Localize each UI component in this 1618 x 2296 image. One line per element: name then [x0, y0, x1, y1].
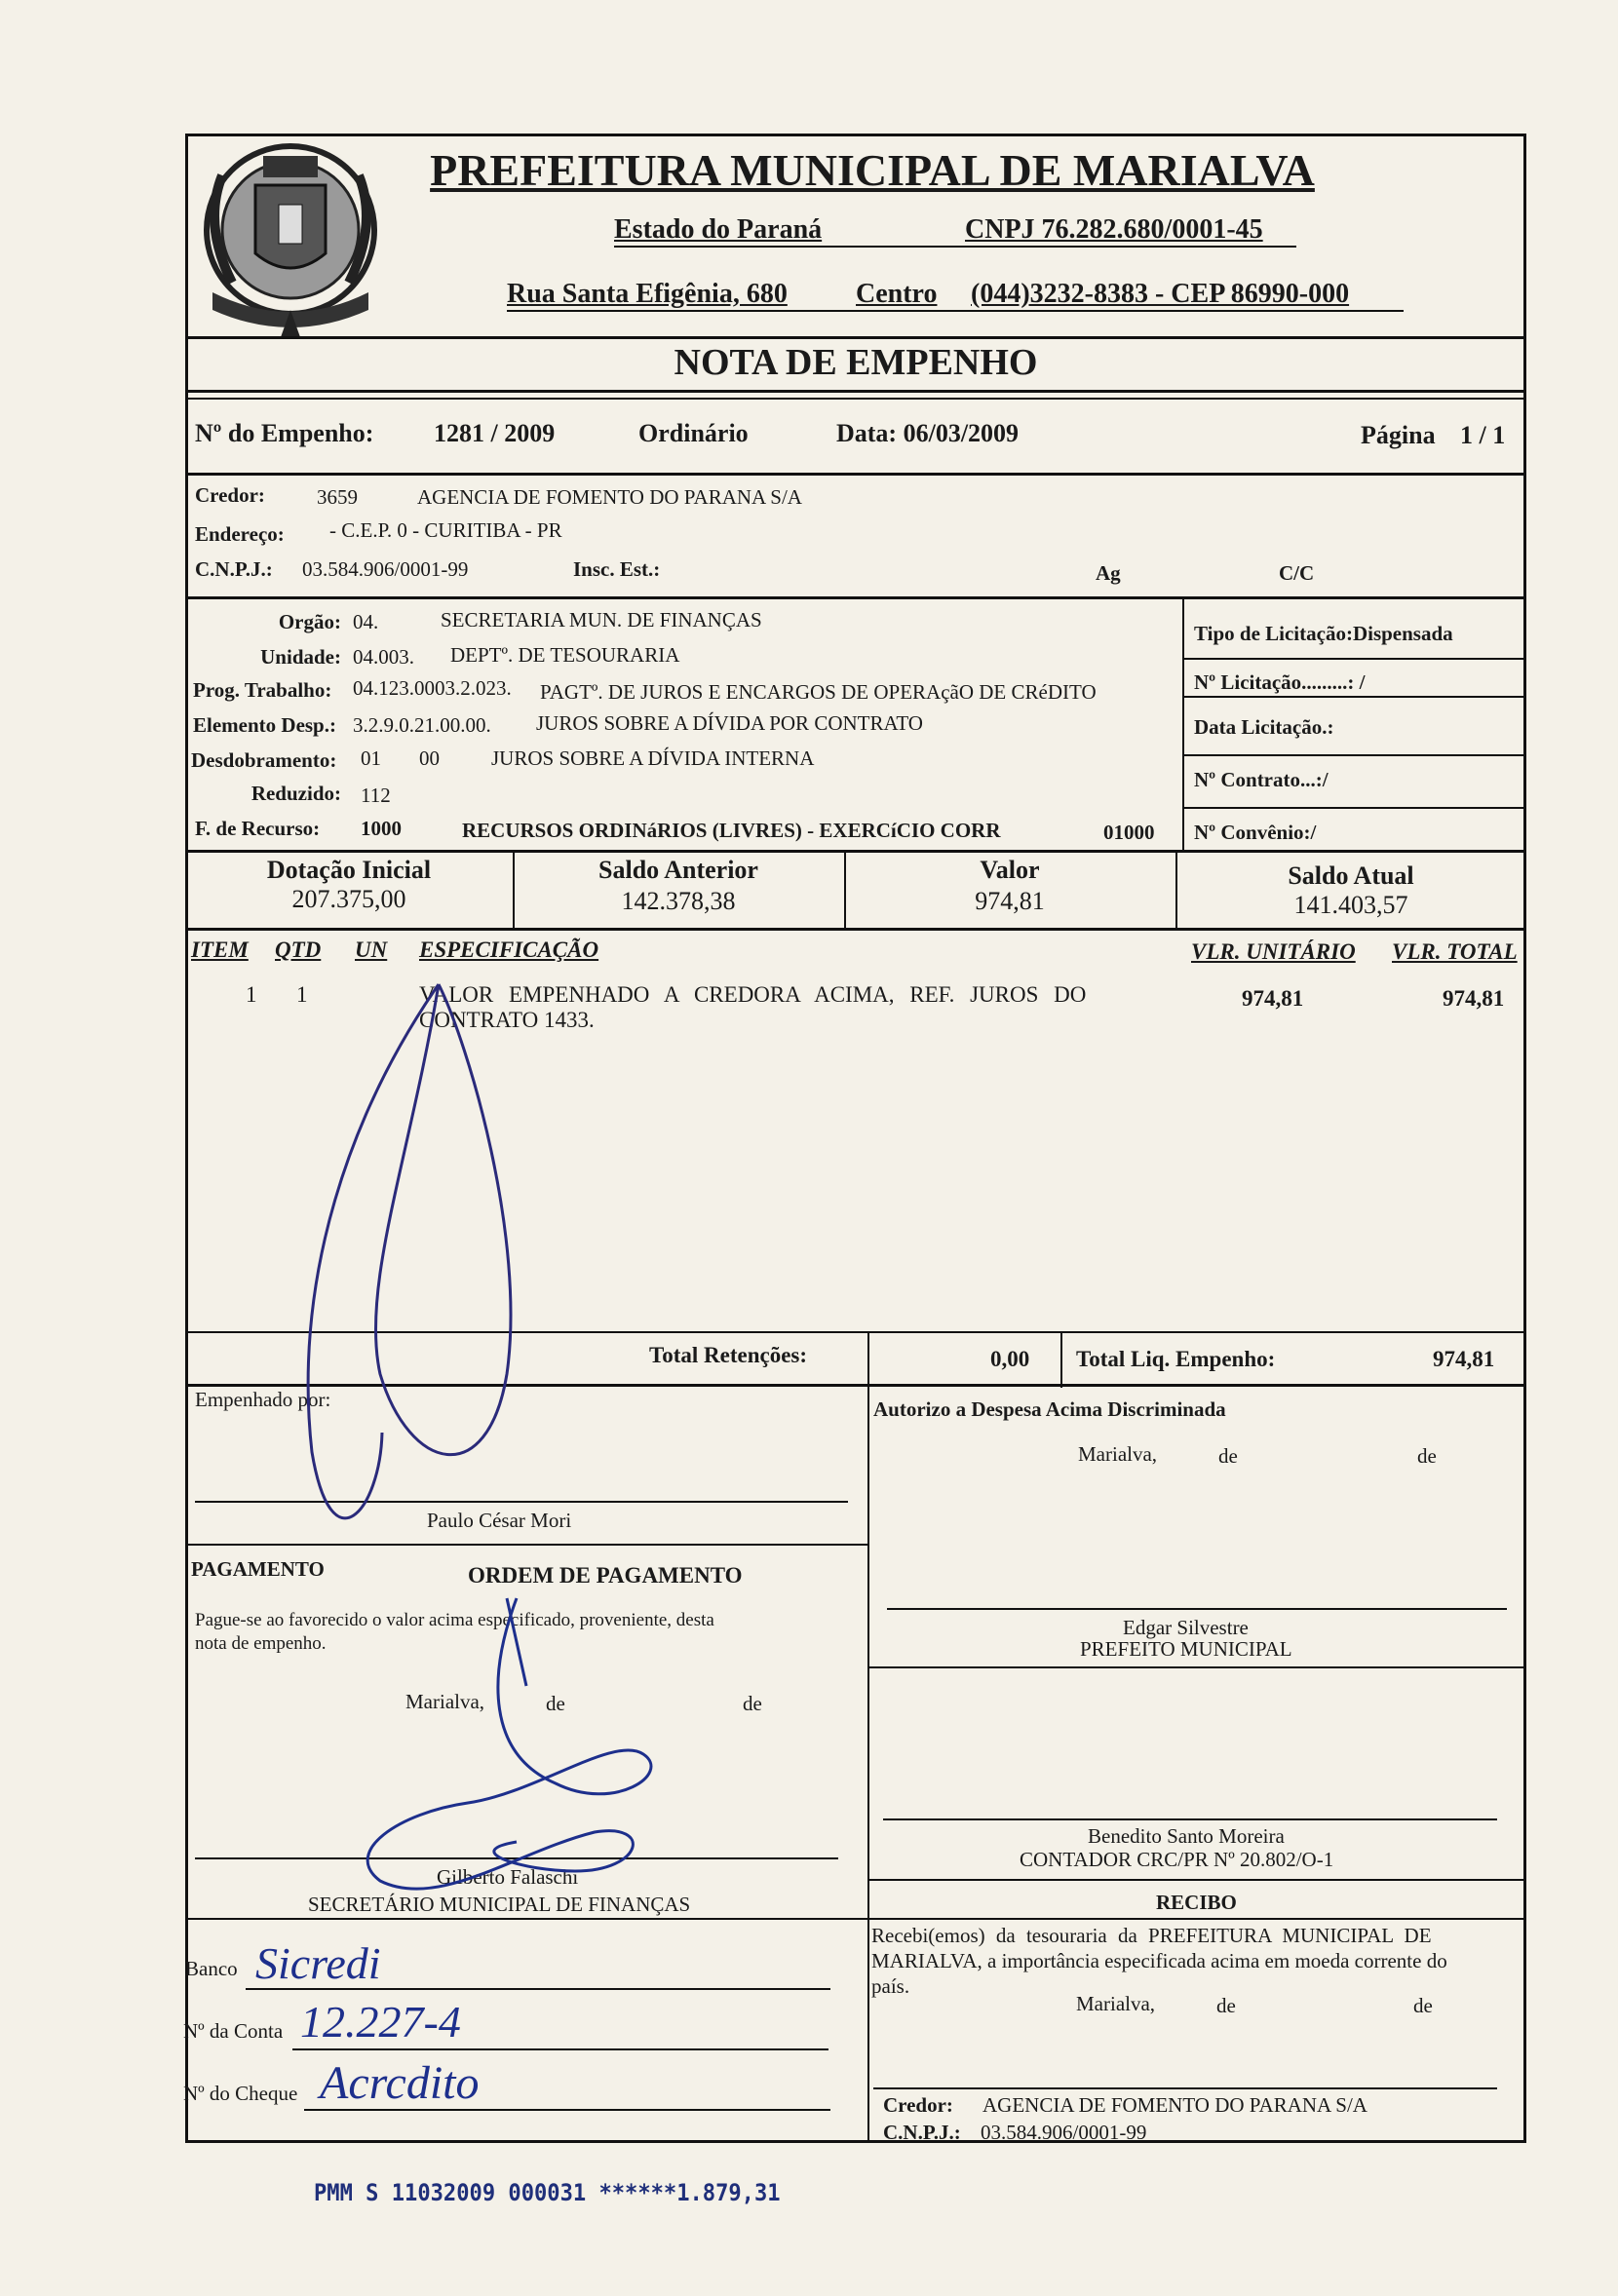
- empenho-type: Ordinário: [638, 419, 749, 447]
- address: Rua Santa Efigênia, 680: [507, 279, 788, 309]
- liq-label: Total Liq. Empenho:: [1076, 1347, 1276, 1371]
- col-un: UN: [355, 938, 388, 962]
- unidade-code: 04.003.: [353, 645, 414, 669]
- recurso-name: RECURSOS ORDINáRIOS (LIVRES) - EXERCíCIO CORR: [462, 819, 1001, 842]
- recibo-place: Marialva,: [1076, 1992, 1156, 2015]
- row-total: 974,81: [1443, 986, 1505, 1011]
- credor-cnpj: 03.584.906/0001-99: [302, 557, 469, 581]
- licitacao-contrato: Nº Contrato...:/: [1194, 768, 1329, 791]
- page-title: PREFEITURA MUNICIPAL DE MARIALVA: [430, 145, 1315, 195]
- contador-title: CONTADOR CRC/PR Nº 20.802/O-1: [1020, 1848, 1334, 1871]
- saldo-anterior-label: Saldo Anterior: [598, 856, 758, 884]
- recibo-cnpj: 03.584.906/0001-99: [981, 2121, 1147, 2144]
- empenhado-name: Paulo César Mori: [427, 1509, 572, 1532]
- page-number: 1 / 1: [1460, 421, 1506, 449]
- credor-name: AGENCIA DE FOMENTO DO PARANA S/A: [417, 485, 802, 509]
- autorizo-place: Marialva,: [1078, 1442, 1158, 1466]
- autorizo-de2: de: [1417, 1444, 1437, 1468]
- liq-value: 974,81: [1433, 1347, 1495, 1371]
- row-spec-line1: VALOR EMPENHADO A CREDORA ACIMA, REF. JUROS DO: [419, 982, 1087, 1007]
- licitacao-data: Data Licitação.:: [1194, 715, 1334, 739]
- recibo-line2: MARIALVA, a importância especificada acima em moeda corrente do: [871, 1949, 1447, 1972]
- retencoes-label: Total Retenções:: [649, 1343, 808, 1367]
- page-label: Página: [1361, 421, 1436, 449]
- conta-handwritten: 12.227-4: [300, 1997, 461, 2047]
- cheque-handwritten: Acrcdito: [320, 2057, 480, 2109]
- col-total: VLR. TOTAL: [1392, 939, 1518, 964]
- desdob-name: JUROS SOBRE A DÍVIDA INTERNA: [491, 746, 815, 770]
- secretario-title: SECRETÁRIO MUNICIPAL DE FINANÇAS: [308, 1893, 691, 1916]
- col-item: ITEM: [191, 938, 249, 962]
- recibo-credor-label: Credor:: [883, 2093, 953, 2117]
- row-unit: 974,81: [1242, 986, 1304, 1011]
- credor-address: - C.E.P. 0 - CURITIBA - PR: [329, 518, 562, 542]
- footer-stamp: PMM S 11032009 000031 ******1.879,31: [314, 2179, 781, 2206]
- recibo-cnpj-label: C.N.P.J.:: [883, 2121, 961, 2144]
- desdob-b: 00: [419, 746, 440, 770]
- recibo-credor: AGENCIA DE FOMENTO DO PARANA S/A: [982, 2093, 1368, 2117]
- prog-label: Prog. Trabalho:: [193, 678, 332, 702]
- pagamento-text-1: Pague-se ao favorecido o valor acima especificado, proveniente, desta: [195, 1610, 714, 1630]
- prog-code: 04.123.0003.2.023.: [353, 676, 512, 700]
- licitacao-convenio: Nº Convênio:/: [1194, 821, 1317, 844]
- banco-label: Banco: [185, 1957, 238, 1980]
- cc-label: C/C: [1279, 561, 1315, 585]
- empenho-date: Data: 06/03/2009: [836, 419, 1020, 447]
- orgao-name: SECRETARIA MUN. DE FINANÇAS: [441, 608, 762, 631]
- licitacao-numero: Nº Licitação.........: /: [1194, 670, 1366, 694]
- recurso-num: 01000: [1103, 821, 1155, 844]
- ordem-pagamento: ORDEM DE PAGAMENTO: [468, 1563, 743, 1588]
- cnpj-header: CNPJ 76.282.680/0001-45: [965, 214, 1263, 245]
- empenho-number-label: Nº do Empenho:: [195, 419, 374, 447]
- dotacao-label: Dotação Inicial: [266, 856, 432, 884]
- address-label: Endereço:: [195, 522, 285, 546]
- saldo-atual-label: Saldo Atual: [1288, 861, 1414, 890]
- recurso-code: 1000: [361, 817, 402, 840]
- elemento-label: Elemento Desp.:: [193, 713, 336, 737]
- saldo-atual-value: 141.403,57: [1293, 891, 1408, 919]
- row-qtd: 1: [296, 982, 308, 1007]
- col-qtd: QTD: [275, 938, 322, 962]
- desdob-label: Desdobramento:: [191, 748, 337, 772]
- pagamento-label: PAGAMENTO: [191, 1557, 325, 1581]
- saldo-anterior-value: 142.378,38: [621, 887, 736, 915]
- orgao-label: Orgão:: [278, 610, 341, 633]
- recibo-line1: Recebi(emos) da tesouraria da PREFEITURA MUNICIPAL DE: [871, 1924, 1432, 1947]
- credor-code: 3659: [317, 485, 358, 509]
- row-spec-line2: CONTRATO 1433.: [419, 1008, 595, 1032]
- valor-value: 974,81: [975, 887, 1045, 915]
- unidade-label: Unidade:: [260, 645, 341, 669]
- secretario-name: Gilberto Falaschi: [437, 1865, 579, 1889]
- insc-label: Insc. Est.:: [573, 557, 661, 581]
- prefeito-name: Edgar Silvestre: [1123, 1616, 1249, 1639]
- autorizo-de1: de: [1218, 1444, 1238, 1468]
- pagamento-de1: de: [546, 1692, 565, 1715]
- empenho-number: 1281 / 2009: [434, 419, 556, 447]
- contador-name: Benedito Santo Moreira: [1088, 1824, 1285, 1848]
- col-unit: VLR. UNITÁRIO: [1191, 939, 1356, 964]
- reduzido-label: Reduzido:: [250, 782, 341, 805]
- desdob-a: 01: [361, 746, 381, 770]
- elemento-name: JUROS SOBRE A DÍVIDA POR CONTRATO: [536, 711, 923, 735]
- autorizo-label: Autorizo a Despesa Acima Discriminada: [873, 1397, 1226, 1421]
- conta-label: Nº da Conta: [183, 2019, 284, 2043]
- prefeito-title: PREFEITO MUNICIPAL: [1080, 1637, 1292, 1661]
- elemento-code: 3.2.9.0.21.00.00.: [353, 713, 491, 737]
- state-name: Estado do Paraná: [614, 214, 823, 245]
- cheque-label: Nº do Cheque: [183, 2082, 298, 2105]
- pagamento-text-2: nota de empenho.: [195, 1633, 327, 1654]
- phone-cep: (044)3232-8383 - CEP 86990-000: [971, 279, 1350, 309]
- recibo-label: RECIBO: [1156, 1891, 1237, 1914]
- prog-name: PAGTº. DE JUROS E ENCARGOS DE OPERAçãO DE CRéDITO: [540, 680, 1097, 704]
- cnpj-label: C.N.P.J.:: [195, 557, 273, 581]
- recibo-de2: de: [1413, 1994, 1433, 2017]
- col-spec: ESPECIFICAÇÃO: [419, 938, 599, 962]
- banco-handwritten: Sicredi: [255, 1938, 381, 1988]
- dotacao-value: 207.375,00: [291, 885, 406, 913]
- recurso-label: F. de Recurso:: [195, 817, 321, 840]
- ag-label: Ag: [1096, 561, 1121, 585]
- credor-label: Credor:: [195, 483, 265, 507]
- document-type: NOTA DE EMPENHO: [674, 342, 1038, 383]
- pagamento-place: Marialva,: [405, 1690, 485, 1713]
- recibo-line3: país.: [871, 1974, 910, 1998]
- empenhado-label: Empenhado por:: [195, 1388, 331, 1411]
- row-item: 1: [246, 982, 257, 1007]
- unidade-name: DEPTº. DE TESOURARIA: [450, 643, 680, 667]
- reduzido-value: 112: [361, 784, 391, 807]
- recibo-de1: de: [1216, 1994, 1236, 2017]
- valor-label: Valor: [980, 856, 1040, 884]
- licitacao-tipo: Tipo de Licitação:Dispensada: [1194, 622, 1453, 645]
- retencoes-value: 0,00: [990, 1347, 1030, 1371]
- district: Centro: [856, 279, 938, 309]
- pagamento-de2: de: [743, 1692, 762, 1715]
- orgao-code: 04.: [353, 610, 379, 633]
